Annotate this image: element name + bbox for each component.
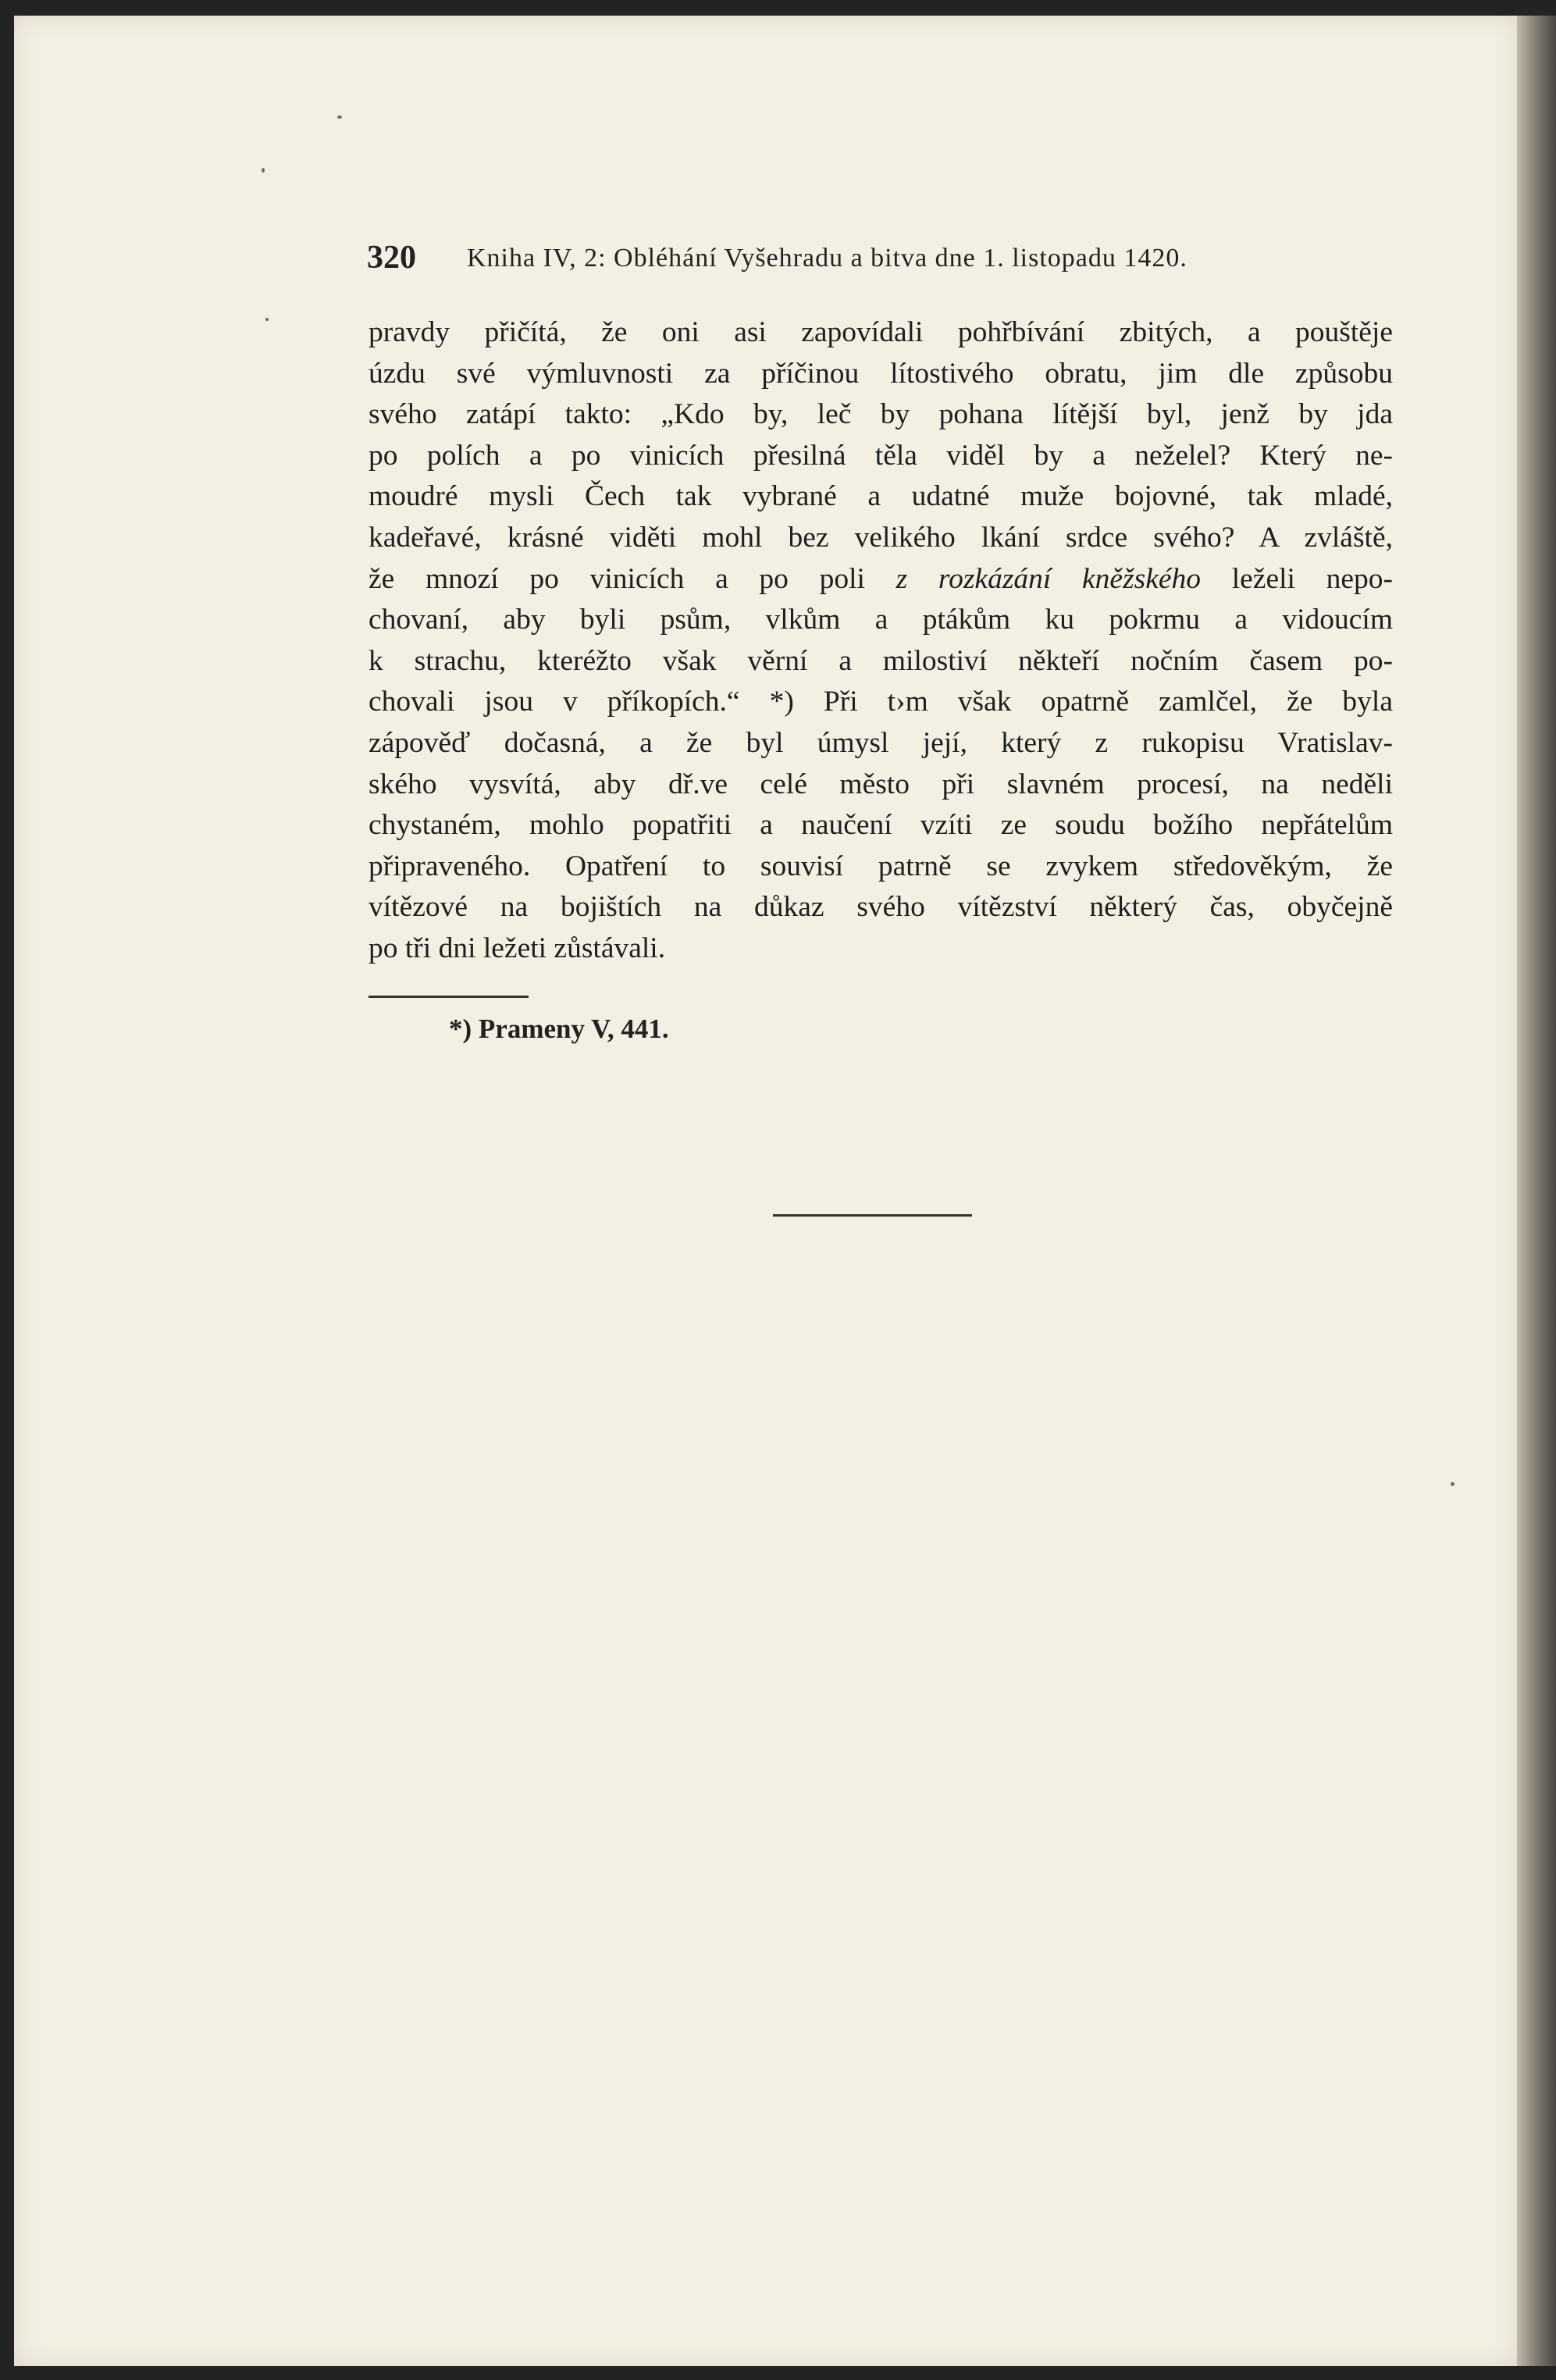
text-line: připraveného. Opatření to souvisí patrně se zvykem středověkým, že: [369, 850, 1393, 882]
italic-phrase: z rozkázání kněžského: [896, 562, 1202, 595]
footnote: *) Prameny V, 441.: [449, 1014, 669, 1044]
body-paragraph: [369, 312, 1393, 970]
text-line: svého zatápí takto: „Kdo by, leč by pohana lítější byl, jenž by jda: [369, 398, 1393, 431]
paper-speck: [262, 168, 265, 173]
text-line: vítězové na bojištích na důkaz svého vítězství některý čas, obyčejně: [369, 891, 1393, 924]
text-line: k strachu, kteréžto však věrní a milostiví někteří nočním časem po-: [369, 644, 1393, 677]
text-line: moudré mysli Čech tak vybrané a udatné muže bojovné, tak mladé,: [369, 480, 1393, 513]
text-line: chystaném, mohlo popatřiti a naučení vzíti ze soudu božího nepřátelům: [369, 809, 1393, 842]
running-head: Kniha IV, 2: Obléhání Vyšehradu a bitva dne 1. listopadu 1420.: [467, 244, 1187, 273]
text-line: ského vysvítá, aby dř.ve celé město při slavném procesí, na neděli: [369, 768, 1393, 800]
page-number: 320: [367, 240, 416, 276]
footnote-rule: [369, 996, 529, 998]
paper-speck: [337, 116, 342, 119]
paper-speck: [265, 318, 269, 321]
text-line-end: leželi nepo-: [1201, 562, 1393, 595]
page-header: [367, 234, 1382, 281]
paper-speck: [1451, 1482, 1455, 1486]
text-line: zápověď dočasná, a že byl úmysl její, který z rukopisu Vratislav-: [369, 726, 1393, 759]
chapter-end-rule: [773, 1214, 972, 1217]
text-line: [369, 559, 1393, 600]
text-line: chovaní, aby byli psům, vlkům a ptákům ku pokrmu a vidoucím: [369, 604, 1393, 636]
text-line: úzdu své výmluvnosti za příčinou lítostivého obratu, jim dle způsobu: [369, 357, 1393, 390]
page-edge-shadow: [1517, 16, 1556, 2366]
text-line: chovali jsou v příkopích.“ *) Při t›m však opatrně zamlčel, že byla: [369, 686, 1393, 718]
text-line: po tři dni ležeti zůstávali.: [369, 932, 666, 964]
text-line-start: že mnozí po vinicích a po poli: [369, 562, 896, 595]
text-line: kadeřavé, krásné viděti mohl bez velikého lkání srdce svého? A zvláště,: [369, 521, 1393, 554]
text-line: po polích a po vinicích přesilná těla viděl by a neželel? Který ne-: [369, 439, 1393, 472]
text-line: pravdy přičítá, že oni asi zapovídali pohřbívání zbitých, a pouštěje: [369, 316, 1393, 348]
